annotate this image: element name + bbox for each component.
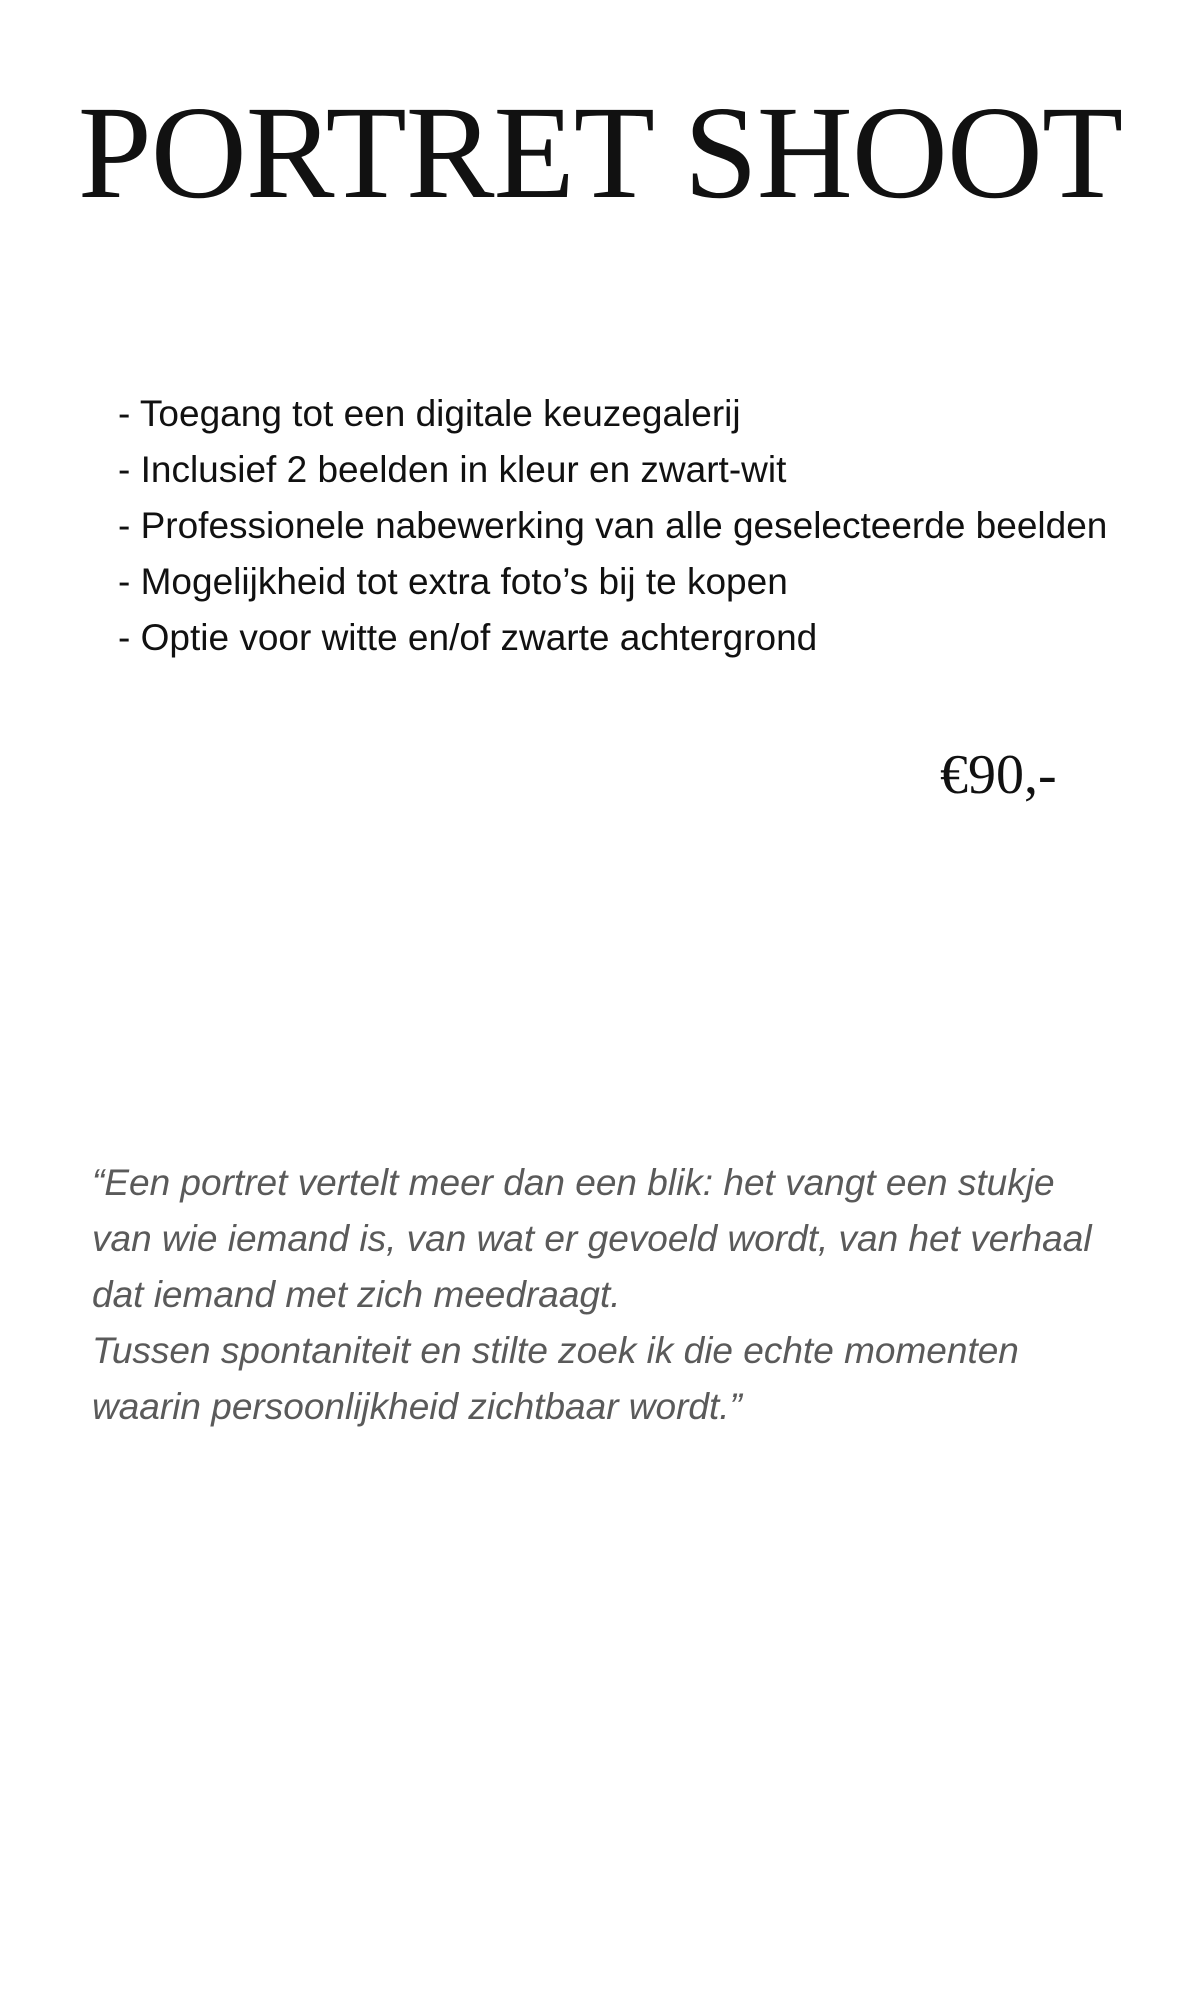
feature-list [118, 386, 1188, 666]
feature-item: - Professionele nabewerking van alle geselecteerde beelden [118, 505, 1108, 546]
quote-line: waarin persoonlijkheid zichtbaar wordt.” [92, 1386, 742, 1427]
feature-item: - Mogelijkheid tot extra foto’s bij te kopen [118, 561, 788, 602]
quote-line: van wie iemand is, van wat er gevoeld wordt, van het verhaal [92, 1218, 1092, 1259]
feature-item: - Inclusief 2 beelden in kleur en zwart-wit [118, 449, 787, 490]
quote-line: Tussen spontaniteit en stilte zoek ik die echte momenten [92, 1330, 1019, 1371]
quote-line: “Een portret vertelt meer dan een blik: het vangt een stukje [92, 1162, 1055, 1203]
price: €90,- [940, 744, 1057, 806]
quote [92, 1155, 1152, 1435]
quote-line: dat iemand met zich meedraagt. [92, 1274, 621, 1315]
feature-item: - Toegang tot een digitale keuzegalerij [118, 393, 741, 434]
page-title: PORTRET SHOOT [77, 78, 1123, 226]
feature-item: - Optie voor witte en/of zwarte achtergrond [118, 617, 818, 658]
